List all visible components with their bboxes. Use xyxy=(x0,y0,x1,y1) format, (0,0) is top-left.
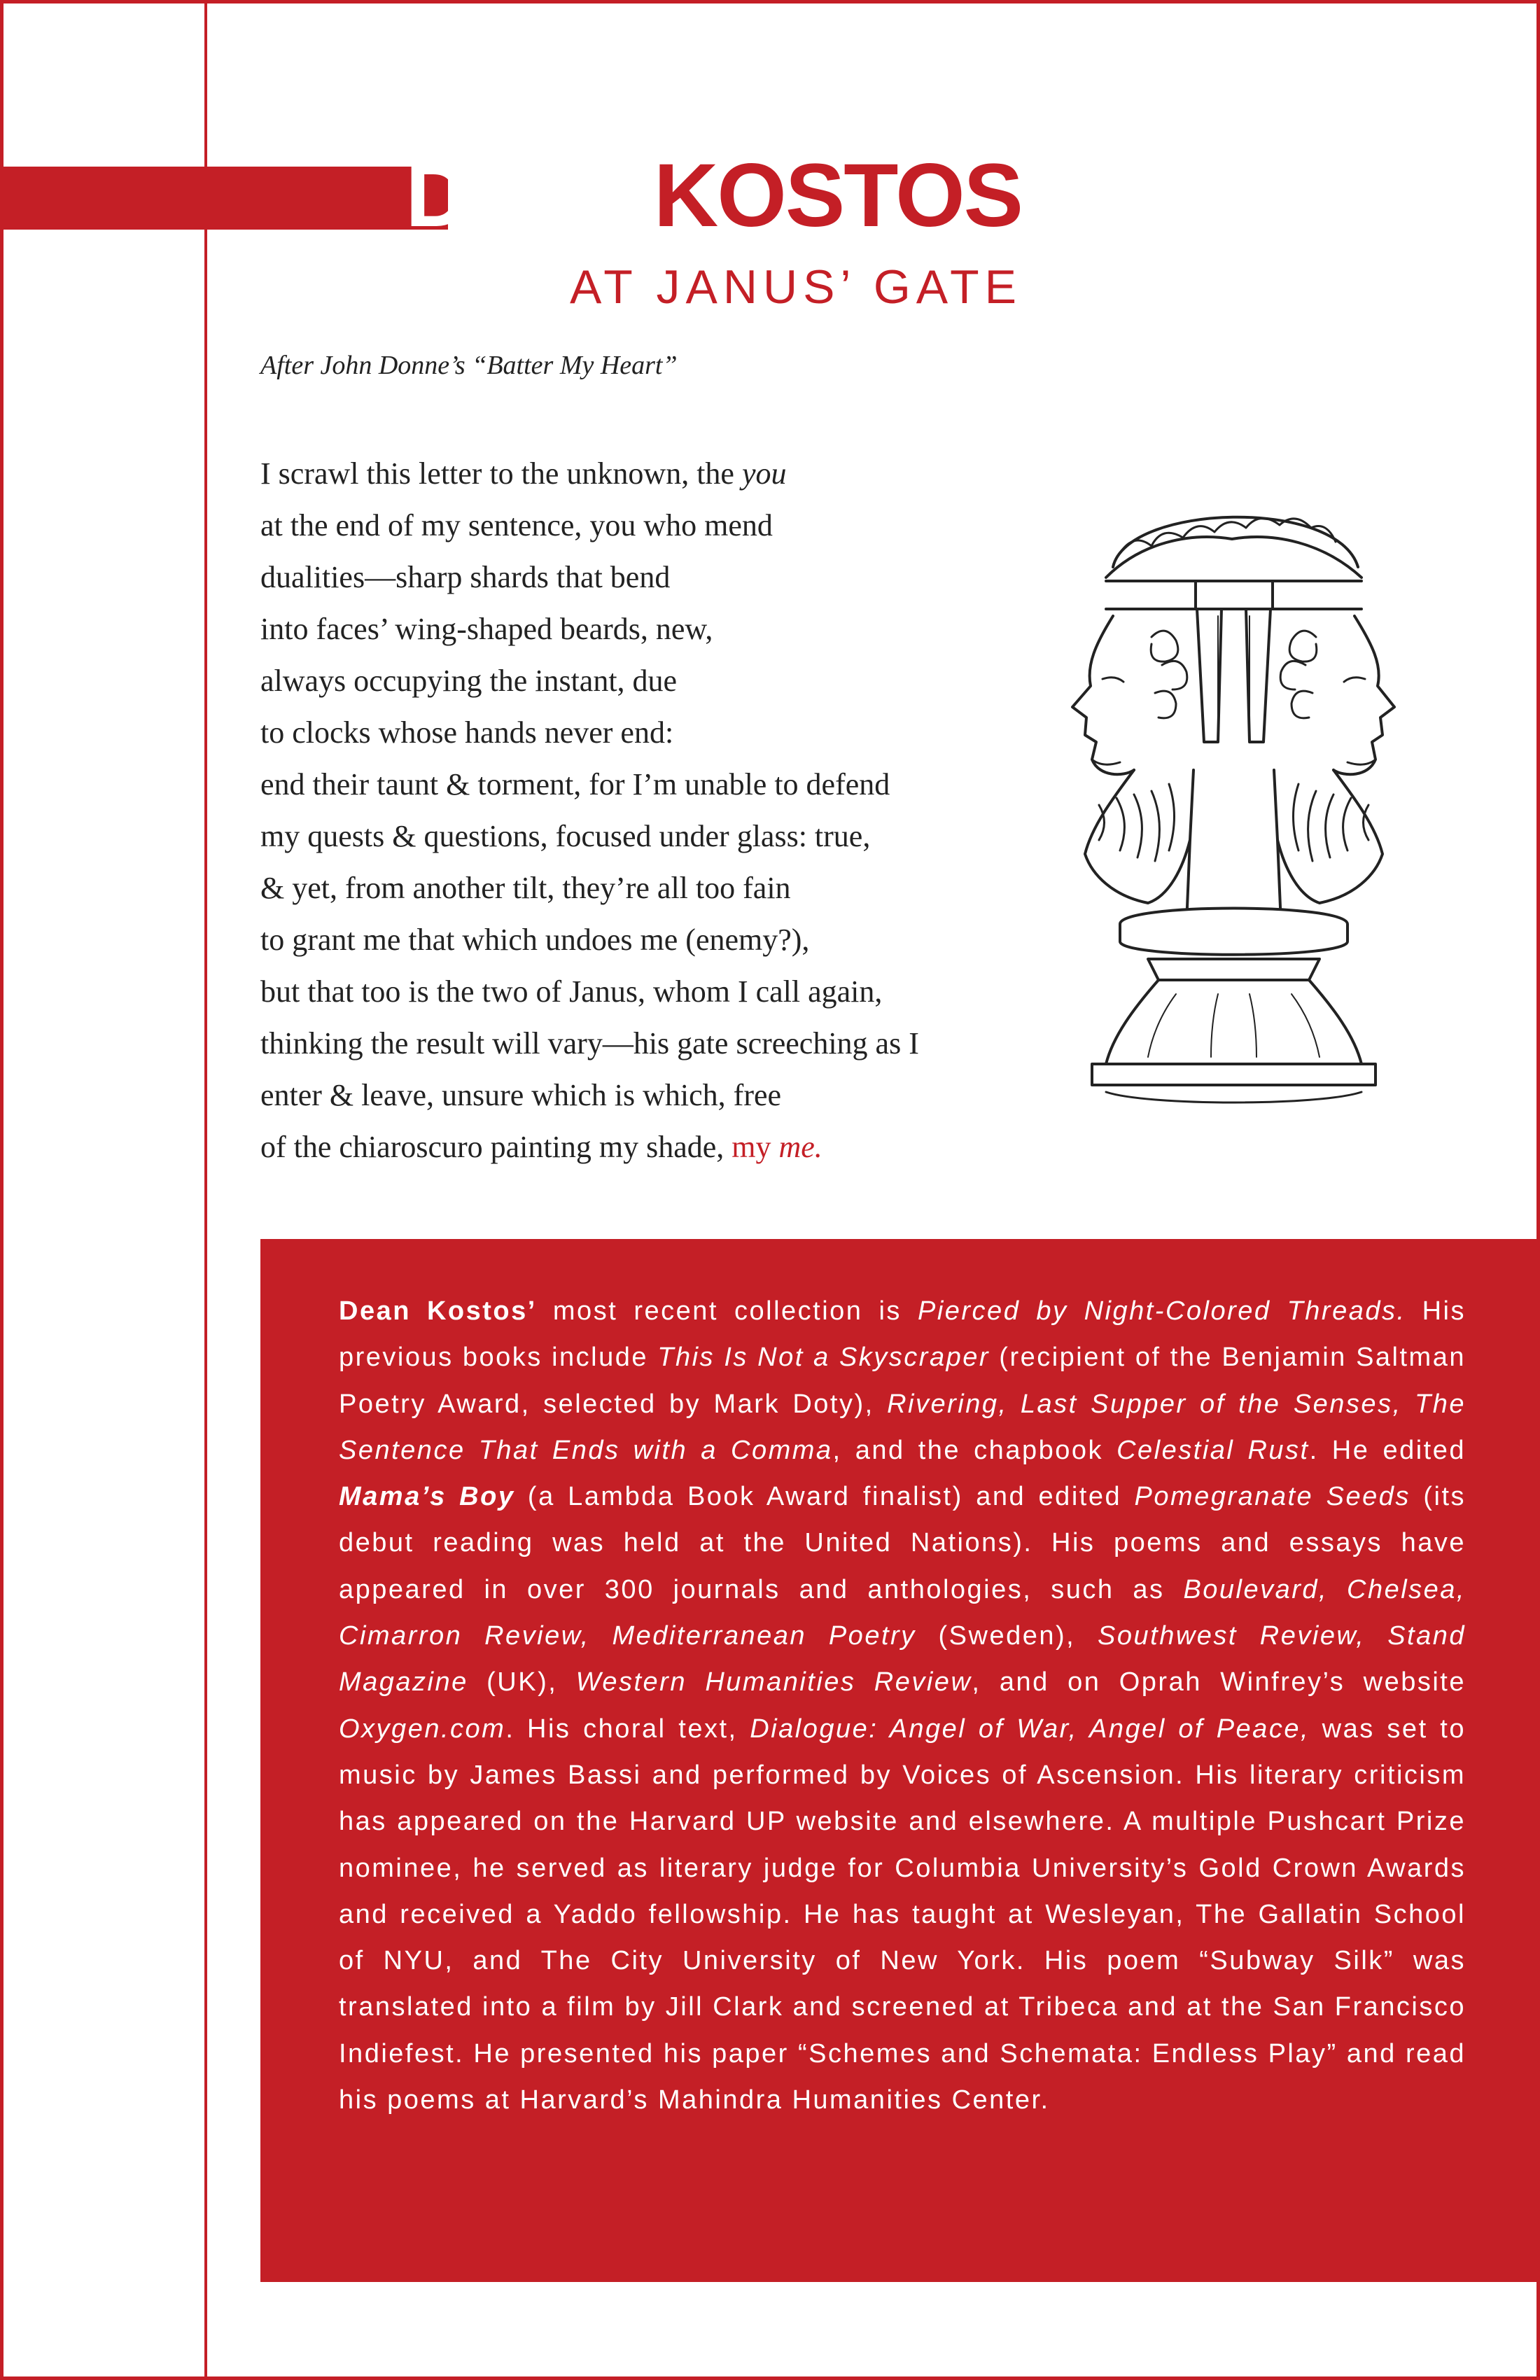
poem-line: end their taunt & torment, for I’m unable to defend xyxy=(260,767,890,802)
bio-choral-title: Dialogue: Angel of War, Angel of Peace, xyxy=(750,1714,1310,1744)
bio-website: Oxygen.com xyxy=(339,1714,506,1744)
bio-book-title: Rivering, Last Supper of the Senses, The Sentence That Ends with a Comma xyxy=(339,1389,1466,1465)
bio-book-title: Mama’s Boy xyxy=(339,1482,515,1512)
bio-journal-title: Boulevard, Chelsea, Cimarron Review, Mediterranean Poetry xyxy=(339,1574,1466,1651)
poem-line: into faces’ wing-shaped beards, new, xyxy=(260,612,713,646)
poem-line: & yet, from another tilt, they’re all too fain xyxy=(260,871,791,905)
page-subtitle: AT JANUS’ GATE xyxy=(569,260,1022,314)
poem-line: to grant me that which undoes me (enemy?), xyxy=(260,923,810,957)
bio-book-title: Pierced by Night-Colored Threads. xyxy=(917,1296,1406,1326)
bio-author-name: Dean Kostos’ xyxy=(339,1296,537,1326)
title-first-name: DEAN xyxy=(405,146,654,246)
bio-book-title: Celestial Rust xyxy=(1116,1435,1310,1465)
epigraph: After John Donne’s “Batter My Heart” xyxy=(260,351,678,380)
poem-line: at the end of my sentence, you who mend xyxy=(260,508,773,542)
poem-line: enter & leave, unsure which is which, free xyxy=(260,1078,782,1112)
bio-book-title: This Is Not a Skyscraper xyxy=(657,1343,990,1373)
janus-bust-icon xyxy=(1008,476,1456,1120)
bio-text: Dean Kostos’ most recent collection is Pierced by Night-Colored Threads. His previous books include This Is Not a Skyscraper (recipient of the Benjamin Saltman Poetry Award, selected by Mark Doty), Rivering, Last Supper of the Senses, The Sentence That Ends with a Comma, and the chapbook Celestial Rust. He edited Mama’s Boy (a Lambda Book Award finalist) and edited Pomegranate Seeds (its debut reading was held at the United Nations). His poems and essays have appeared in over 300 journals and anthologies, such as Boulevard, Chelsea, Cimarron Review, Mediterranean Poetry (Sweden), Southwest Review, Stand Magazine (UK), Western Humanities Review, and on Oprah Winfrey’s website Oxygen.com. His choral text, Dialogue: Angel of War, Angel of Peace, was set to music by James Bassi and performed by Voices of Ascension. His literary criticism has appeared on the Harvard UP website and elsewhere. A multiple Pushcart Prize nominee, he served as literary judge for Columbia University’s Gold Crown Awards and received a Yaddo fellowship. He has taught at Wesleyan, The Gallatin School of NYU, and The City University of New York. His poem “Subway Silk” was translated into a film by Jill Clark and screened at Tribeca and at the San Francisco Indiefest. He presented his paper “Schemes and Schemata: Endless Play” and read his poems at Harvard’s Mahindra Humanities Center. xyxy=(339,1296,1466,2115)
poem-line: I scrawl this letter to the unknown, the you xyxy=(260,456,787,491)
poem-line: dualities—sharp shards that bend xyxy=(260,560,671,594)
poem-line: thinking the result will vary—his gate screeching as I xyxy=(260,1026,919,1060)
poem-line: of the chiaroscuro painting my shade, my me. xyxy=(260,1130,822,1164)
poem-line: my quests & questions, focused under glass: true, xyxy=(260,819,871,853)
poem-italic-you: you xyxy=(741,456,787,491)
page-title xyxy=(0,146,1022,246)
poem-line: but that too is the two of Janus, whom I call again, xyxy=(260,974,883,1009)
title-last-name: KOSTOS xyxy=(653,146,1022,246)
bio-journal-title: Southwest Review, Stand Magazine xyxy=(339,1621,1466,1698)
poem-line: to clocks whose hands never end: xyxy=(260,715,674,750)
bio-journal-title: Western Humanities Review xyxy=(575,1667,972,1698)
poem-ending-red: my xyxy=(732,1130,779,1164)
poem-line: always occupying the instant, due xyxy=(260,664,678,698)
poem xyxy=(260,448,1086,1173)
poem-ending-red-italic: me. xyxy=(778,1130,822,1164)
bio-book-title: Pomegranate Seeds xyxy=(1134,1482,1410,1512)
vertical-rule xyxy=(204,0,207,2380)
bio-box xyxy=(260,1239,1540,2282)
